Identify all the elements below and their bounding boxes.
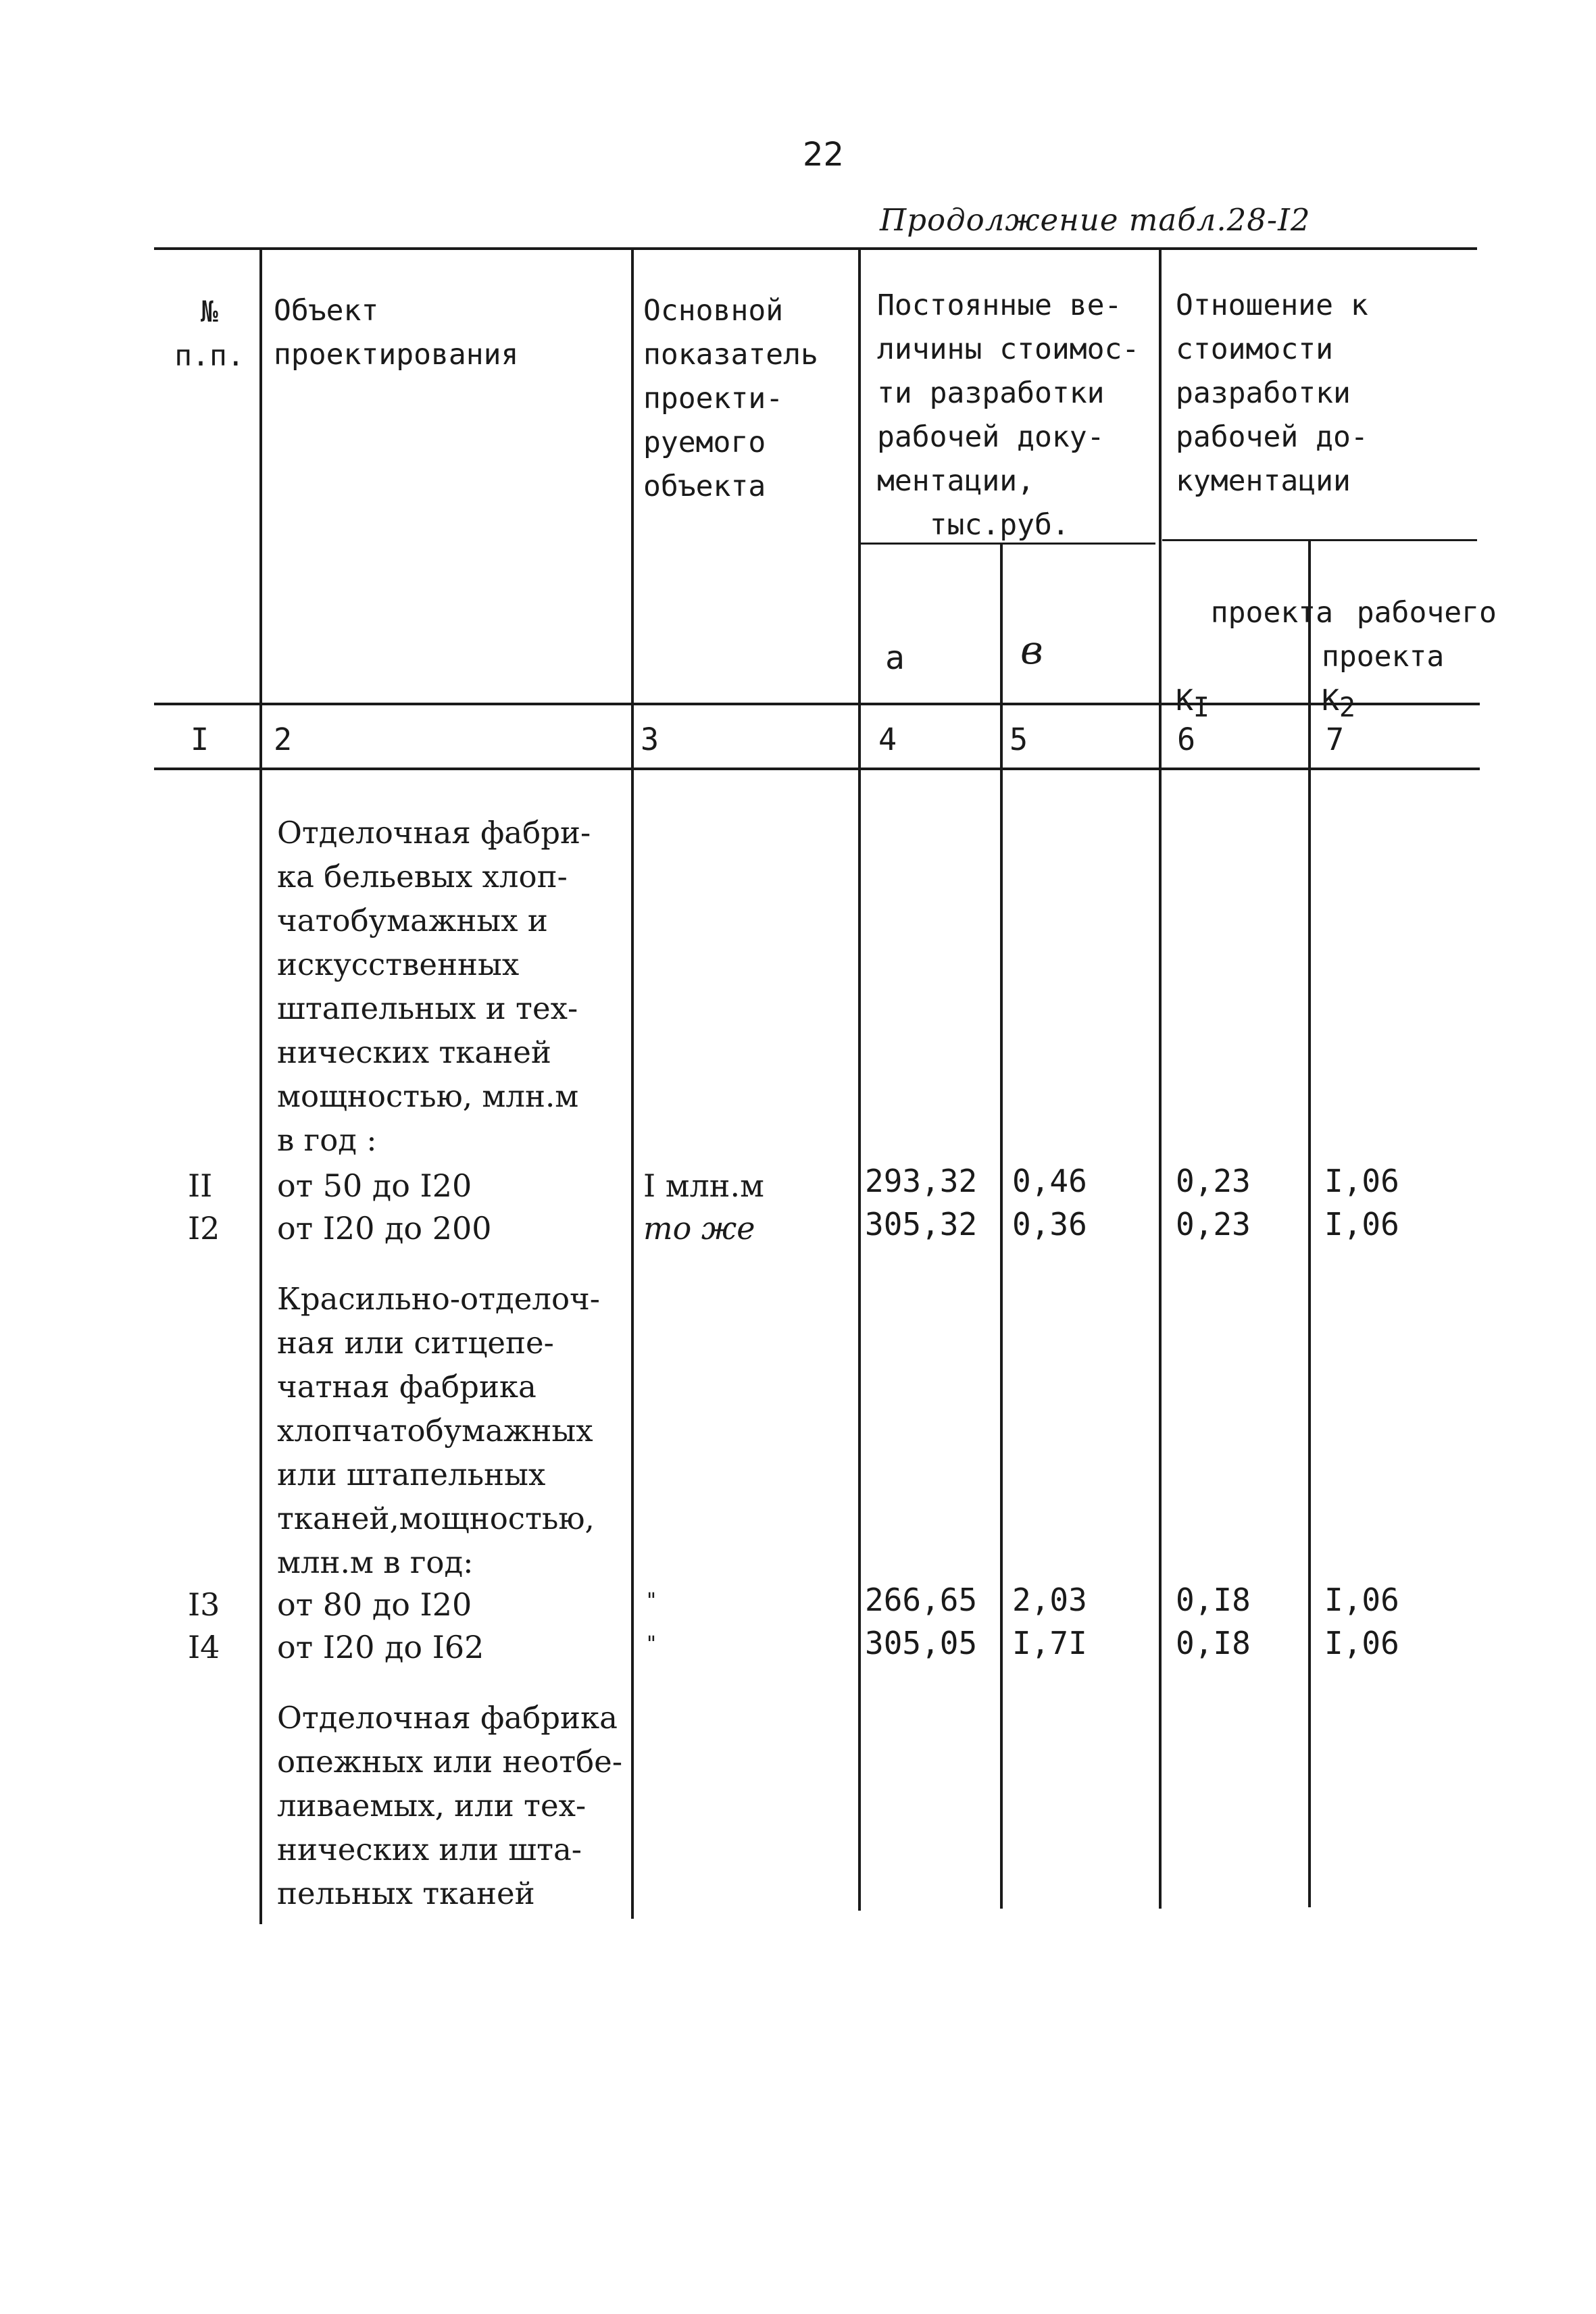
- column-number-1: I: [191, 722, 209, 757]
- col-divider-3: [631, 247, 634, 1919]
- row-value-k1: 0,23: [1176, 1163, 1251, 1199]
- header-constant-values: Постоянные ве- личины стоимос- ти разработки рабочей доку- ментации, тыс.руб.: [877, 288, 1140, 542]
- row-value-b: 2,03: [1012, 1582, 1087, 1618]
- column-number-7: 7: [1326, 722, 1345, 757]
- row-object: от 50 до I20: [277, 1167, 472, 1204]
- row-number: I3: [188, 1586, 220, 1623]
- header-cost-ratio: Отношение к стоимости разработки рабочей до- кументации: [1176, 288, 1368, 498]
- column-number-4: 4: [878, 722, 897, 757]
- row-indicator: то же: [643, 1210, 755, 1247]
- subheader-project-k1-text: проекта K: [1176, 596, 1333, 718]
- col-divider-5: [1000, 543, 1003, 1909]
- col-divider-6: [1159, 247, 1162, 1909]
- row-object: от I20 до 200: [277, 1210, 492, 1247]
- row-number: I2: [188, 1210, 220, 1247]
- column-number-2: 2: [274, 722, 293, 757]
- row-object: от I20 до I62: [277, 1629, 484, 1665]
- header-row-number: № п.п.: [174, 295, 245, 373]
- row-indicator: ": [645, 1632, 658, 1656]
- subheader-b: в: [1020, 627, 1043, 673]
- table-continuation-caption: Продолжение табл.28-I2: [880, 202, 1311, 238]
- subheader-k2-subscript: 2: [1339, 692, 1355, 724]
- row-indicator: ": [645, 1589, 658, 1613]
- table-top-rule: [154, 247, 1477, 250]
- col-divider-4: [858, 247, 861, 1911]
- header-design-object: Объект проектирования: [274, 294, 519, 372]
- subheader-working-project-k2: [1322, 547, 1497, 730]
- column-number-rule: [154, 768, 1480, 770]
- page-number: 22: [803, 136, 845, 174]
- subheader-a: а: [885, 639, 905, 677]
- col-divider-2: [259, 770, 262, 1924]
- row-value-a: 293,32: [865, 1163, 978, 1199]
- column-number-5: 5: [1009, 722, 1028, 757]
- row-value-k2: I,06: [1324, 1625, 1399, 1661]
- subheader-project-k1: [1176, 547, 1333, 730]
- row-value-k2: I,06: [1324, 1163, 1399, 1199]
- section-title: Отделочная фабрика опежных или неотбе- ливаемых, или тех- нических или шта- пельных тканей: [277, 1700, 623, 1911]
- row-value-k1: 0,I8: [1176, 1625, 1251, 1661]
- row-value-k2: I,06: [1324, 1206, 1399, 1242]
- column-number-3: 3: [641, 722, 659, 757]
- row-value-b: I,7I: [1012, 1625, 1087, 1661]
- col-divider-7: [1308, 539, 1311, 1907]
- subheader-rule-67: [1162, 539, 1477, 541]
- row-value-a: 305,32: [865, 1206, 978, 1242]
- row-number: I4: [188, 1629, 220, 1665]
- row-value-k1: 0,I8: [1176, 1582, 1251, 1618]
- row-object: от 80 до I20: [277, 1586, 472, 1623]
- section-title: Отделочная фабри- ка бельевых хлоп- чатобумажных и искусственных штапельных и тех- нических тканей мощностью, млн.м в год :: [277, 815, 591, 1158]
- row-value-a: 266,65: [865, 1582, 978, 1618]
- subheader-working-project-k2-text: рабочего проекта K: [1322, 596, 1497, 718]
- row-value-b: 0,36: [1012, 1206, 1087, 1242]
- section-title: Красильно-отделоч- ная или ситцепе- чатная фабрика хлопчатобумажных или штапельных тканей,мощностью, млн.м в год:: [277, 1281, 600, 1580]
- subheader-k1-subscript: I: [1193, 692, 1210, 724]
- row-value-k1: 0,23: [1176, 1206, 1251, 1242]
- col-divider-1: [259, 247, 262, 770]
- row-number: II: [188, 1167, 213, 1204]
- column-number-6: 6: [1177, 722, 1196, 757]
- row-indicator: I млн.м: [643, 1167, 764, 1204]
- row-value-a: 305,05: [865, 1625, 978, 1661]
- row-value-k2: I,06: [1324, 1582, 1399, 1618]
- header-main-indicator: Основной показатель проекти- руемого объекта: [643, 294, 818, 503]
- row-value-b: 0,46: [1012, 1163, 1087, 1199]
